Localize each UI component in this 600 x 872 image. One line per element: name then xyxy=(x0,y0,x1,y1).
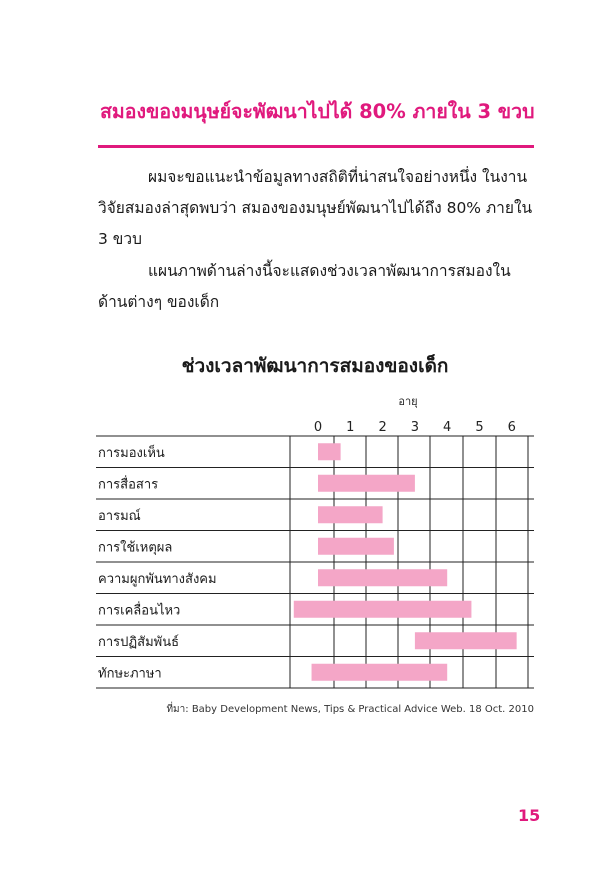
row-label: ทักษะภาษา xyxy=(98,666,162,682)
chart-source: ที่มา: Baby Development News, Tips & Practical Advice Web. 18 Oct. 2010 xyxy=(166,704,534,715)
row-label: การเคลื่อนไหว xyxy=(98,603,181,619)
range-bar xyxy=(318,506,383,523)
page-number: 15 xyxy=(518,806,541,825)
x-tick-label: 1 xyxy=(346,420,355,435)
x-tick-label: 6 xyxy=(507,420,516,435)
row-label: การมองเห็น xyxy=(98,445,165,461)
range-bar xyxy=(312,664,448,681)
x-axis-label: อายุ xyxy=(398,395,418,408)
paragraph-2-text: แผนภาพด้านล่างนี้จะแสดงช่วงเวลาพัฒนาการสมองในด้านต่างๆ ของเด็ก xyxy=(98,262,511,311)
row-label: ความผูกพันทางสังคม xyxy=(98,571,217,587)
range-bar xyxy=(415,632,517,649)
paragraph-1-text: ผมจะขอแนะนำข้อมูลทางสถิติที่น่าสนใจอย่างหนึ่ง ในงานวิจัยสมองล่าสุดพบว่า สมองของมนุษย์พัฒนาไปได้ถึง 80% ภายใน 3 ขวบ xyxy=(98,168,533,248)
section-heading: สมองของมนุษย์จะพัฒนาไปได้ 80% ภายใน 3 ขวบ xyxy=(100,100,535,123)
x-tick-label: 3 xyxy=(410,420,420,435)
range-bar xyxy=(318,538,394,555)
range-bar xyxy=(318,475,415,492)
row-label: การใช้เหตุผล xyxy=(98,540,173,556)
x-tick-label: 5 xyxy=(475,420,484,435)
x-tick-label: 2 xyxy=(378,420,387,435)
x-tick-label: 0 xyxy=(313,420,323,435)
x-tick-label: 4 xyxy=(443,420,452,435)
row-label: อารมณ์ xyxy=(98,508,141,524)
chart-title: ช่วงเวลาพัฒนาการสมองของเด็ก xyxy=(181,355,449,377)
range-bar xyxy=(318,443,341,460)
range-bar xyxy=(318,569,447,586)
row-label: การปฏิสัมพันธ์ xyxy=(98,634,180,650)
range-bar xyxy=(294,601,472,618)
row-label: การสื่อสาร xyxy=(98,477,159,493)
